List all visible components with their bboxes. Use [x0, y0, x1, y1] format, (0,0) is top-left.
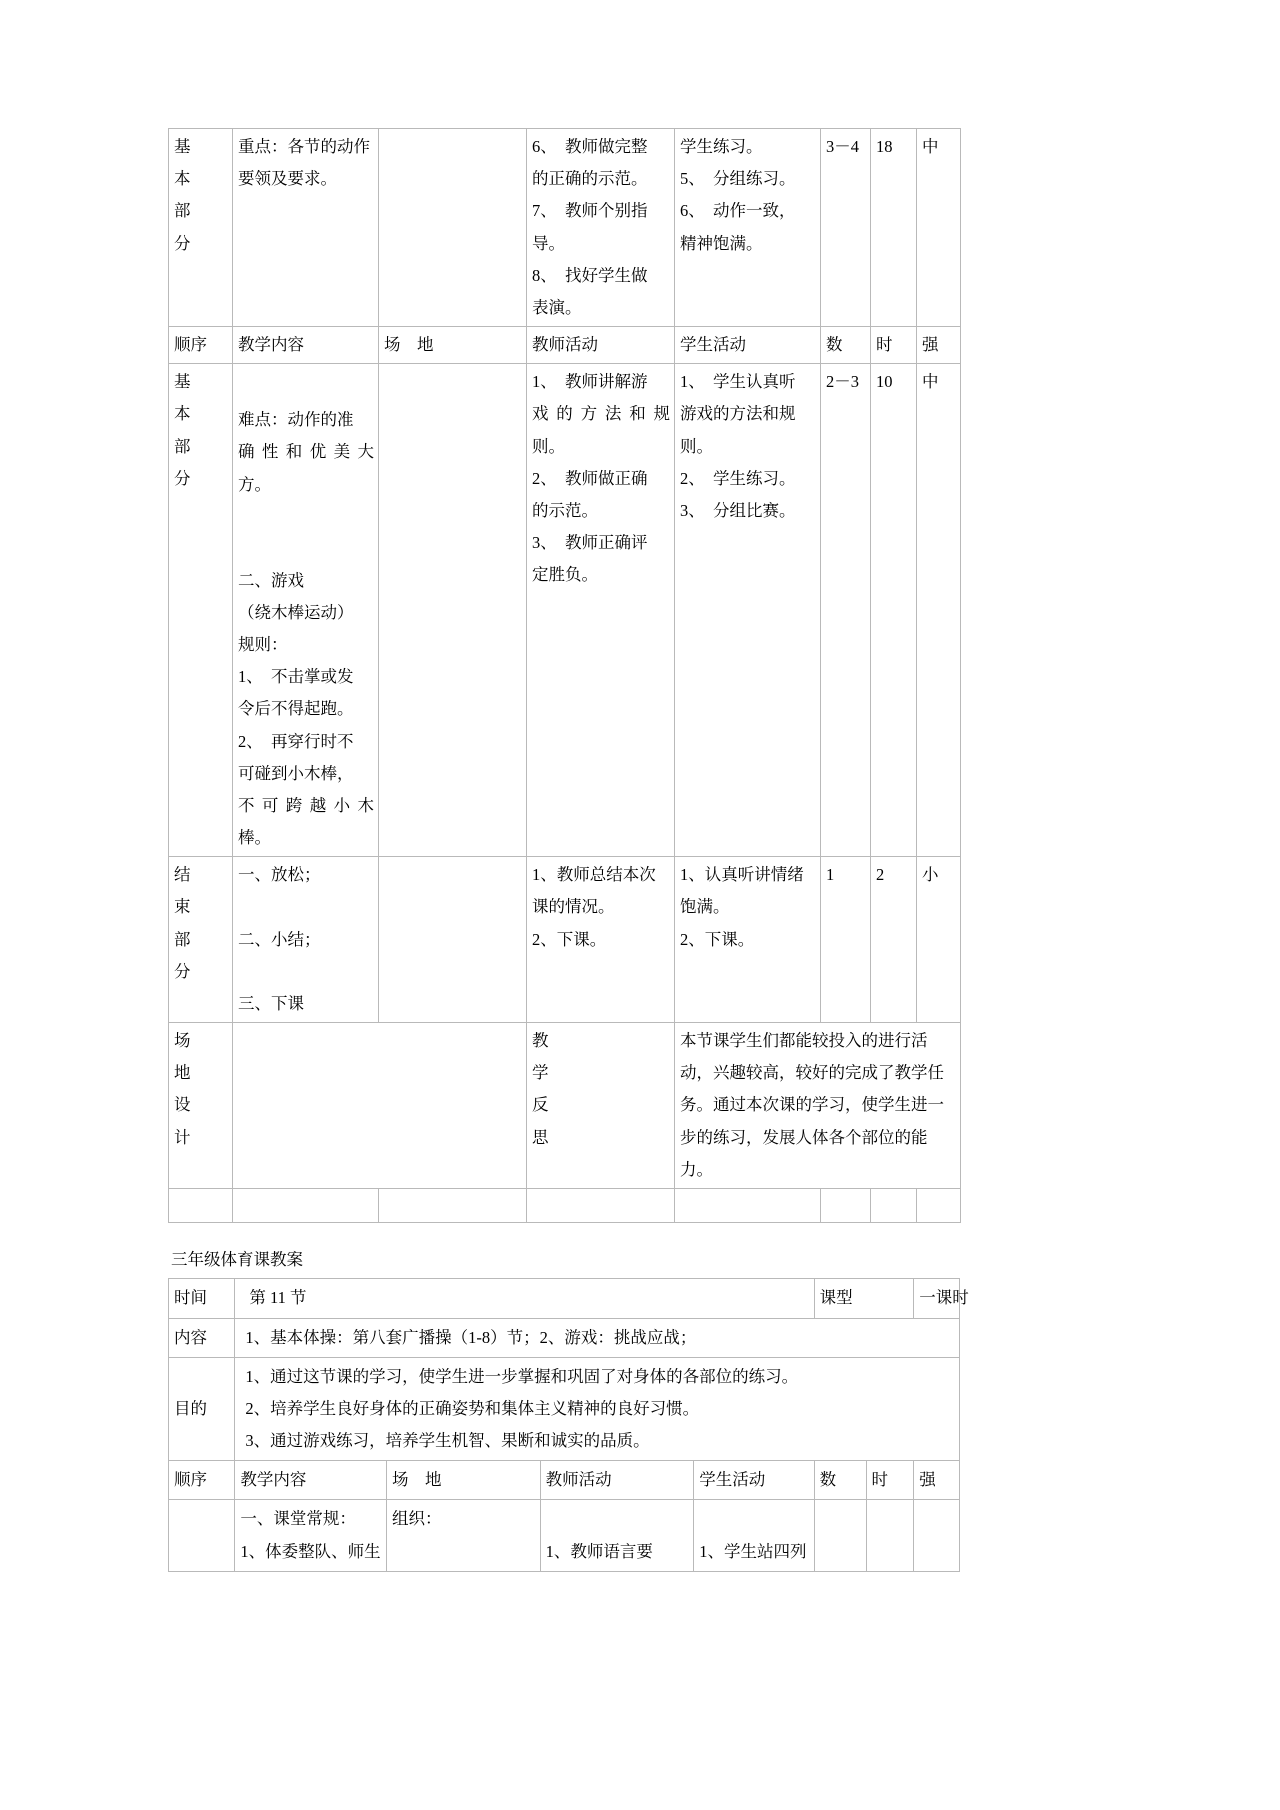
- cell-student-activity: [675, 364, 821, 857]
- reflection-char: 学: [532, 1063, 549, 1083]
- value-time: 第 11 节: [235, 1279, 814, 1318]
- content-line: 不可跨越小木: [238, 795, 374, 815]
- content-line: 一、放松；: [238, 865, 321, 885]
- content-line: 方。: [238, 474, 271, 494]
- reflection-char: 思: [532, 1127, 549, 1147]
- lesson-plan-table-part1: [168, 128, 961, 1223]
- cell-count: [821, 364, 871, 857]
- empty-cell: [675, 1188, 821, 1222]
- header-time: 时: [871, 327, 917, 364]
- cell-reflection-label: [527, 1023, 675, 1189]
- header-teacher-activity: 教师活动: [527, 327, 675, 364]
- student-line: 6、 动作一致，: [680, 201, 796, 221]
- cell-count: [821, 129, 871, 327]
- order-char: 部: [174, 929, 191, 949]
- cell-venue-design-label: [169, 1023, 233, 1189]
- content-line: 二、游戏: [238, 570, 304, 590]
- cell-order: [169, 857, 233, 1023]
- reflection-text: 本节课学生们都能较投入的进行活动，兴趣较高，较好的完成了教学任务。通过本次课的学习，使学生进一步的练习，发展人体各个部位的能力。: [680, 1031, 944, 1179]
- order-char: 部: [174, 201, 191, 221]
- reflection-label-stacked: [532, 1025, 670, 1154]
- table-row-venue-design: [169, 1023, 961, 1189]
- cell-student-activity: [694, 1500, 814, 1571]
- intensity-value: 小: [922, 865, 939, 885]
- time-value: 2: [876, 865, 885, 885]
- header-count: 数: [821, 327, 871, 364]
- empty-cell: [379, 1188, 527, 1222]
- content-line: 一、课堂常规：: [240, 1509, 356, 1529]
- student-line-blank: [699, 1503, 808, 1535]
- cell-intensity: [914, 1500, 960, 1571]
- purpose-line: 1、通过这节课的学习，使学生进一步掌握和巩固了对身体的各部位的练习。: [245, 1366, 799, 1386]
- cell-time: [871, 129, 917, 327]
- cell-order: [169, 1500, 235, 1571]
- order-char: 基: [174, 372, 191, 392]
- reflection-char: 反: [532, 1095, 549, 1115]
- cell-intensity: [917, 364, 961, 857]
- header-student-activity: 学生活动: [675, 327, 821, 364]
- venue-design-char: 计: [174, 1127, 191, 1147]
- teacher-line: 的正确的示范。: [532, 169, 648, 189]
- intensity-value: 中: [922, 137, 939, 156]
- teacher-line: 导。: [532, 233, 565, 253]
- student-line: 游戏的方法和规: [680, 404, 796, 424]
- content-line: 2、 再穿行时不: [238, 731, 354, 751]
- table-row-empty: [169, 1188, 961, 1222]
- order-char: 本: [174, 169, 191, 189]
- header-teaching-content: 教学内容: [235, 1461, 387, 1500]
- cell-intensity: [917, 129, 961, 327]
- label-time: 时间: [169, 1279, 235, 1318]
- cell-time: [871, 857, 917, 1023]
- cell-student-activity: [675, 857, 821, 1023]
- empty-cell: [871, 1188, 917, 1222]
- empty-cell: [233, 1188, 379, 1222]
- content-line: 规则：: [238, 635, 288, 655]
- header-venue: 场 地: [379, 327, 527, 364]
- header-order: 顺序: [169, 1461, 235, 1500]
- teacher-line: 1、教师总结本次: [532, 865, 656, 885]
- cell-count: [814, 1500, 866, 1571]
- table-header-row: [169, 327, 961, 364]
- table-row-purpose: [169, 1357, 960, 1461]
- cell-time: [866, 1500, 914, 1571]
- table-row-time: [169, 1279, 960, 1318]
- content-line: 可碰到小木棒，: [238, 763, 354, 783]
- table-header-row: [169, 1461, 960, 1500]
- content-line: 1、体委整队、师生: [240, 1541, 381, 1561]
- content-line: 确性和优美大: [238, 442, 374, 462]
- student-line: 1、 学生认真听: [680, 372, 796, 392]
- order-char: 分: [174, 233, 191, 253]
- student-line: 1、学生站四列: [699, 1541, 807, 1561]
- teacher-line: 8、 找好学生做: [532, 265, 648, 285]
- lesson-plan-table-part2: [168, 1278, 969, 1571]
- teacher-line: 戏的方法和规: [532, 404, 670, 424]
- cell-reflection-text: [675, 1023, 961, 1189]
- cell-teaching-content: [233, 129, 379, 327]
- content-line: 三、下课: [238, 993, 304, 1013]
- header-intensity: 强: [917, 327, 961, 364]
- header-time: 时: [866, 1461, 914, 1500]
- teacher-line: 1、 教师讲解游: [532, 372, 648, 392]
- student-line: 则。: [680, 436, 713, 456]
- venue-design-char: 设: [174, 1095, 191, 1115]
- teacher-line: 2、 教师做正确: [532, 468, 648, 488]
- empty-cell: [917, 1188, 961, 1222]
- value-content: 1、基本体操：第八套广播操（1-8）节；2、游戏：挑战应战；: [235, 1318, 960, 1357]
- teacher-line: 2、下课。: [532, 929, 607, 949]
- order-label-stacked: [174, 131, 228, 260]
- venue-line: 组织：: [391, 1509, 442, 1529]
- content-line-blank: [238, 891, 374, 923]
- teacher-line-blank: [546, 1503, 689, 1535]
- cell-order: [169, 364, 233, 857]
- content-line: （绕木棒运动）: [238, 602, 354, 622]
- header-intensity: 强: [914, 1461, 960, 1500]
- cell-venue: [379, 857, 527, 1023]
- order-char: 分: [174, 961, 191, 981]
- cell-teaching-content: [233, 364, 379, 857]
- header-count: 数: [814, 1461, 866, 1500]
- teacher-line: 的示范。: [532, 500, 598, 520]
- cell-teacher-activity: [527, 129, 675, 327]
- teacher-line: 7、 教师个别指: [532, 201, 648, 221]
- intensity-value: 中: [922, 372, 939, 392]
- student-line: 3、 分组比赛。: [680, 500, 796, 520]
- order-char: 本: [174, 404, 191, 424]
- teacher-line: 则。: [532, 436, 565, 456]
- teacher-line: 定胜负。: [532, 565, 598, 585]
- cell-time: [871, 364, 917, 857]
- cell-student-activity: [675, 129, 821, 327]
- teacher-line: 1、教师语言要: [545, 1541, 653, 1561]
- venue-design-char: 地: [174, 1063, 191, 1083]
- venue-design-char: 场: [174, 1031, 191, 1051]
- teacher-line: 课的情况。: [532, 897, 615, 917]
- empty-cell: [821, 1188, 871, 1222]
- header-teaching-content: 教学内容: [233, 327, 379, 364]
- table-row-content: [169, 1318, 960, 1357]
- purpose-line: 3、通过游戏练习，培养学生机智、果断和诚实的品质。: [245, 1431, 650, 1451]
- order-label-stacked: [174, 366, 228, 495]
- header-teacher-activity: 教师活动: [540, 1461, 694, 1500]
- purpose-line: 2、培养学生良好身体的正确姿势和集体主义精神的良好习惯。: [245, 1398, 700, 1418]
- section-caption: 三年级体育课教案: [171, 1249, 303, 1269]
- table-row: [169, 364, 961, 857]
- content-line: 难点：动作的准: [238, 410, 354, 430]
- label-class-type: 课型: [814, 1279, 914, 1318]
- teacher-line: 表演。: [532, 297, 582, 317]
- order-char: 基: [174, 137, 191, 156]
- label-purpose: 目的: [169, 1357, 235, 1461]
- student-line: 2、 学生练习。: [680, 468, 796, 488]
- empty-cell: [527, 1188, 675, 1222]
- value-class-type: 一课时: [914, 1279, 960, 1318]
- cell-teaching-content: [233, 857, 379, 1023]
- content-line: 令后不得起跑。: [238, 699, 354, 719]
- value-purpose: [235, 1357, 960, 1461]
- header-order: 顺序: [169, 327, 233, 364]
- empty-cell: [169, 1188, 233, 1222]
- cell-venue: [379, 364, 527, 857]
- content-line: 棒。: [238, 828, 271, 848]
- student-line: 5、 分组练习。: [680, 169, 796, 189]
- cell-venue: [386, 1500, 540, 1571]
- content-line: 二、小结；: [238, 929, 321, 949]
- teacher-line: 3、 教师正确评: [532, 533, 648, 553]
- cell-venue: [379, 129, 527, 327]
- cell-teacher-activity: [527, 857, 675, 1023]
- table-row: [169, 857, 961, 1023]
- content-text: 重点：各节的动作要领及要求。: [238, 137, 370, 189]
- header-student-activity: 学生活动: [694, 1461, 814, 1500]
- label-content: 内容: [169, 1318, 235, 1357]
- count-value: 3－4: [826, 137, 859, 156]
- venue-design-label-stacked: [174, 1025, 228, 1154]
- count-value: 2－3: [826, 372, 859, 392]
- cell-count: [821, 857, 871, 1023]
- count-value: 1: [826, 865, 835, 885]
- content-line-blank: [238, 956, 374, 988]
- header-venue: 场 地: [386, 1461, 540, 1500]
- time-value: 18: [876, 137, 893, 156]
- cell-order: [169, 129, 233, 327]
- table-row: [169, 129, 961, 327]
- student-line: 学生练习。: [680, 137, 763, 156]
- order-char: 结: [174, 865, 191, 885]
- table-row: [169, 1500, 960, 1571]
- cell-intensity: [917, 857, 961, 1023]
- content-line: 1、 不击掌或发: [238, 667, 354, 687]
- student-line: 饱满。: [680, 897, 730, 917]
- cell-teaching-content: [235, 1500, 387, 1571]
- teacher-line: 6、 教师做完整: [532, 137, 648, 156]
- reflection-char: 教: [532, 1031, 549, 1051]
- cell-teacher-activity: [527, 364, 675, 857]
- order-label-stacked: [174, 859, 228, 988]
- student-line: 精神饱满。: [680, 233, 763, 253]
- cell-venue-design-area: [233, 1023, 527, 1189]
- order-char: 部: [174, 436, 191, 456]
- student-line: 2、下课。: [680, 929, 755, 949]
- order-char: 束: [174, 897, 191, 917]
- time-value: 10: [876, 372, 893, 392]
- order-char: 分: [174, 468, 191, 488]
- student-line: 1、认真听讲情绪: [680, 865, 804, 885]
- cell-teacher-activity: [540, 1500, 694, 1571]
